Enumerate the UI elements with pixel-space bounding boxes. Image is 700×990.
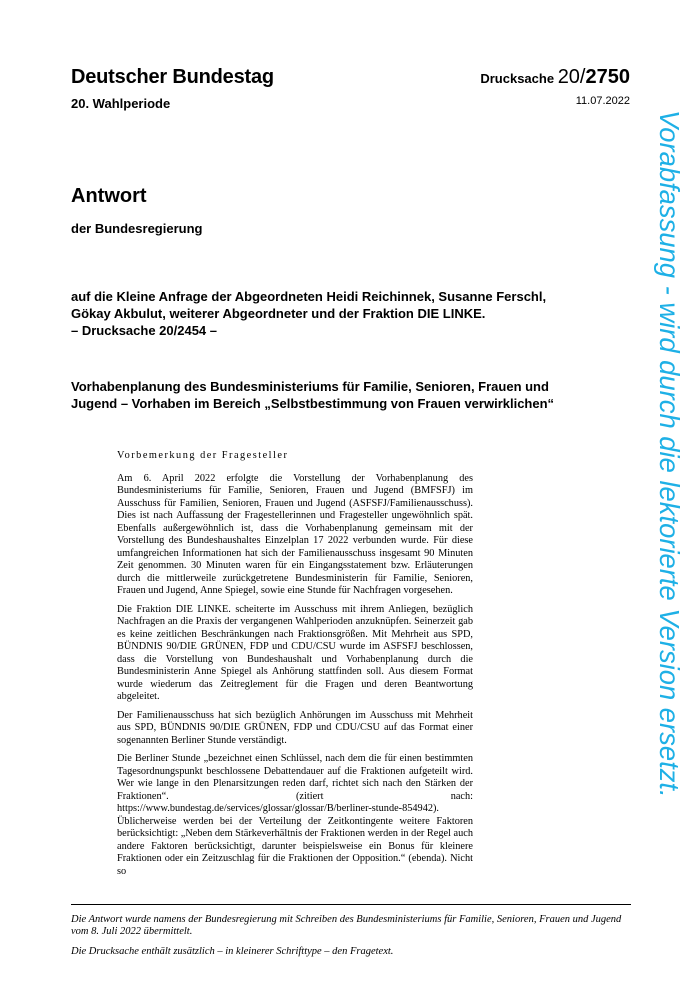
legislative-period: 20. Wahlperiode bbox=[71, 96, 171, 111]
anfrage-line: auf die Kleine Anfrage der Abgeordneten Heidi Reichinnek, Susanne Ferschl, bbox=[71, 289, 547, 304]
footer-note-fragetext: Die Drucksache enthält zusätzlich – in kleinerer Schrifttype – den Fragetext. bbox=[71, 946, 394, 957]
watermark bbox=[649, 110, 689, 880]
topic-line: Vorhabenplanung des Bundesministeriums für Familie, Senioren, Frauen und bbox=[71, 379, 549, 394]
institution-name: Deutscher Bundestag bbox=[71, 66, 274, 88]
section-heading: Vorbemerkung der Fragesteller bbox=[117, 450, 289, 461]
anfrage-line: Gökay Akbulut, weiterer Abgeordneter und der Fraktion DIE LINKE. bbox=[71, 306, 486, 321]
header-right bbox=[480, 66, 630, 107]
header-left bbox=[71, 66, 274, 111]
drucksache-number bbox=[480, 66, 630, 90]
drucksache-id: 2750 bbox=[585, 66, 630, 88]
footer-note-transmission: Die Antwort wurde namens der Bundesregierung mit Schreiben des Bundesministeriums für Familie, Senioren, Frauen und Jugend vom 8. Juli 2022 übermittelt. bbox=[71, 914, 622, 937]
body-paragraph: Die Fraktion DIE LINKE. scheiterte im Ausschuss mit ihrem Anliegen, bezüglich Nachfragen an die Praxis der vergangenen Wahlperioden anzuknüpfen. Seinerzeit gab es keine zeitlichen Beschränkungen nach Fraktionsgrößen. Mit Mehrheit aus SPD, BÜNDNIS 90/DIE GRÜNEN, FDP und CDU/CSU wurde im ASFSFJ beschlossen, dass die Vorstellung von Bundeshaushalt und Vorhabenplanung durch die Bundesministerin Anne Spiegel als Anhörung stattfinden soll. Aus diesem Format wurde wiederum das Zeitreglement für die Fragen und deren Beantwortung abgeleitet. bbox=[117, 603, 473, 702]
body-paragraph: Der Familienausschuss hat sich bezüglich Anhörungen im Ausschuss mit Mehrheit aus SPD, BÜNDNIS 90/DIE GRÜNEN, FDP und CDU/CSU auf das Format einer sogenannten Berliner Stunde verständigt. bbox=[117, 709, 473, 746]
anfrage-reference bbox=[71, 288, 631, 339]
document-date: 11.07.2022 bbox=[575, 95, 630, 107]
anfrage-line: – Drucksache 20/2454 – bbox=[71, 323, 217, 338]
document-topic bbox=[71, 378, 631, 412]
document-issuer: der Bundesregierung bbox=[71, 221, 203, 236]
drucksache-prefix: 20/ bbox=[557, 66, 586, 88]
topic-line: Jugend – Vorhaben im Bereich „Selbstbestimmung von Frauen verwirklichen“ bbox=[71, 396, 555, 411]
body-paragraph: Am 6. April 2022 erfolgte die Vorstellung der Vorhabenplanung des Bundesministeriums für Familie, Senioren, Frauen und Jugend (BMFSFJ) im Ausschuss für Familien, Senioren, Frauen und Jugend (ASFSFJ/Familienausschuss). Dies ist nach Auffassung der Fragestellerinnen und Fragesteller ungewöhnlich spät. Ebenfalls außergewöhnlich ist, dass die Vorhabenplanung gemeinsam mit der Vorstellung des Bundeshaushaltes Einzelplan 17 2022 verbunden wurde. Für diese umfangreichen Informationen hat sich der Familienausschuss insgesamt 90 Minuten Zeit genommen. 30 Minuten waren für ein Eingangsstatement bzw. Erläuterungen durch die mittlerweile zurückgetretene Bundesministerin für Familie, Senioren, Frauen und Jugend, Anne Spiegel, sowie eine Stunde für Nachfragen vorgesehen. bbox=[117, 472, 473, 596]
body-paragraph: Die Berliner Stunde „bezeichnet einen Schlüssel, nach dem die für einen bestimmten Tagesordnungspunkt beschlossene Debattendauer auf die Fraktionen aufgeteilt wird. Wer wie lange in den Plenarsitzungen reden darf, richtet sich nach den Stärken der Fraktionen“. (zitiert nach: https://www.bundestag.de/services/glossar/glossar/B/berliner-stunde-854942). Üblicherweise werden bei der Verteilung der Zeitkontingente weitere Faktoren berücksichtigt: „Neben dem Stärkeverhältnis der Fraktionen werden in der Regel auch andere Faktoren berücksichtigt, darunter beispielsweise ein Bonus für kleinere Fraktionen oder ein Zeitzuschlag für die Fraktionen der Opposition.“ (ebenda). Nicht so bbox=[117, 753, 473, 877]
watermark-text: Vorabfassung - wird durch die lektorierte Version ersetzt. bbox=[654, 110, 685, 798]
footer-divider bbox=[71, 904, 631, 905]
document-type-title: Antwort bbox=[71, 185, 147, 207]
body-text bbox=[117, 450, 473, 884]
drucksache-label: Drucksache bbox=[480, 71, 555, 86]
